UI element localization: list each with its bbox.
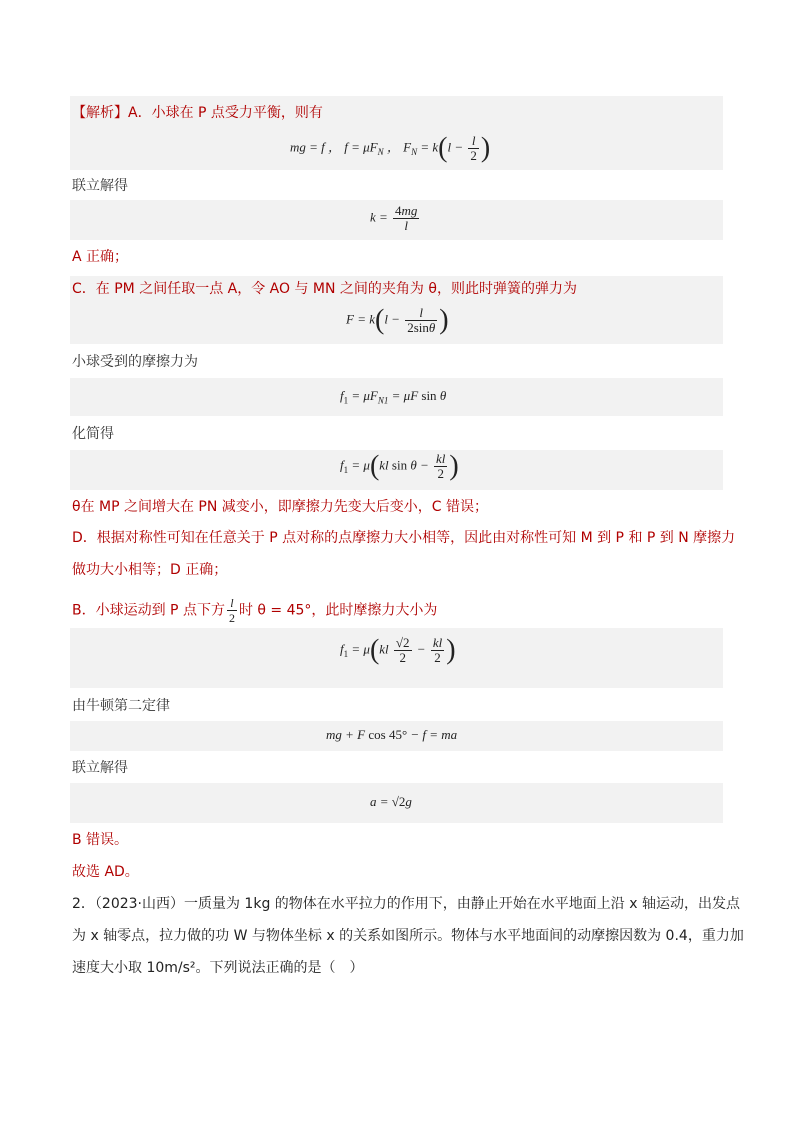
analysis-line-1: 【解析】A．小球在 P 点受力平衡，则有 — [72, 105, 323, 121]
question-line-2: 为 x 轴零点，拉力做的功 W 与物体坐标 x 的关系如图所示。物体与水平地面间的动摩擦因数为 0.4，重力加 — [72, 928, 744, 944]
equation-5: $f_1 = \mu(kl$ sin θ − $\frac{kl}{2}$ ) — [340, 450, 459, 482]
equation-4: $f_1 = \mu F_{N1} = \mu F$ sin θ — [340, 388, 447, 406]
analysis-line-6: 化简得 — [72, 426, 114, 442]
analysis-line-11: 由牛顿第二定律 — [72, 698, 170, 714]
question-line-3: 速度大小取 10m/s²。下列说法正确的是（ ） — [72, 960, 364, 976]
equation-8: a = √2g — [370, 794, 412, 809]
analysis-line-2: 联立解得 — [72, 178, 128, 194]
analysis-line-10: B．小球运动到 P 点下方 $\frac{l}{2}$ 时 θ = 45°，此时摩擦力大小为 — [72, 596, 438, 625]
analysis-line-4: C．在 PM 之间任取一点 A，令 AO 与 MN 之间的夹角为 θ，则此时弹簧的弹力为 — [72, 281, 577, 297]
equation-1: mg = f ， $f = \mu F_N$ ， $F_N = k(l$ − $\frac{l}{2}$ ) — [290, 132, 491, 164]
analysis-line-13: B 错误。 — [72, 832, 129, 848]
analysis-line-14: 故选 AD。 — [72, 864, 139, 880]
equation-2: k = $\frac{4mg}{l}$ — [370, 203, 418, 233]
equation-7: mg + F cos 45° − f = ma — [326, 727, 458, 742]
question-line-1: 2．（2023·山西）一质量为 1kg 的物体在水平拉力的作用下，由静止开始在水平地面上沿 x 轴运动，出发点 — [72, 896, 740, 912]
equation-3: F = k(l − $\frac{l}{2\sin\theta}$ ) — [346, 304, 449, 336]
analysis-line-3: A 正确； — [72, 249, 129, 265]
analysis-line-12: 联立解得 — [72, 760, 128, 776]
analysis-line-9: 做功大小相等；D 正确； — [72, 562, 228, 578]
fraction-l-over-2: $\frac{l}{2}$ — [228, 596, 235, 625]
equation-6: $f_1 = \mu(kl$ $\frac{√2}{2}$ − $\frac{kl}{2}$ ) — [340, 634, 456, 666]
analysis-line-8: D．根据对称性可知在任意关于 P 点对称的点摩擦力大小相等，因此由对称性可知 M 到 P 和 P 到 N 摩擦力 — [72, 530, 736, 546]
analysis-line-7: θ在 MP 之间增大在 PN 减变小，即摩擦力先变大后变小，C 错误； — [72, 499, 489, 515]
analysis-line-5: 小球受到的摩擦力为 — [72, 354, 198, 370]
